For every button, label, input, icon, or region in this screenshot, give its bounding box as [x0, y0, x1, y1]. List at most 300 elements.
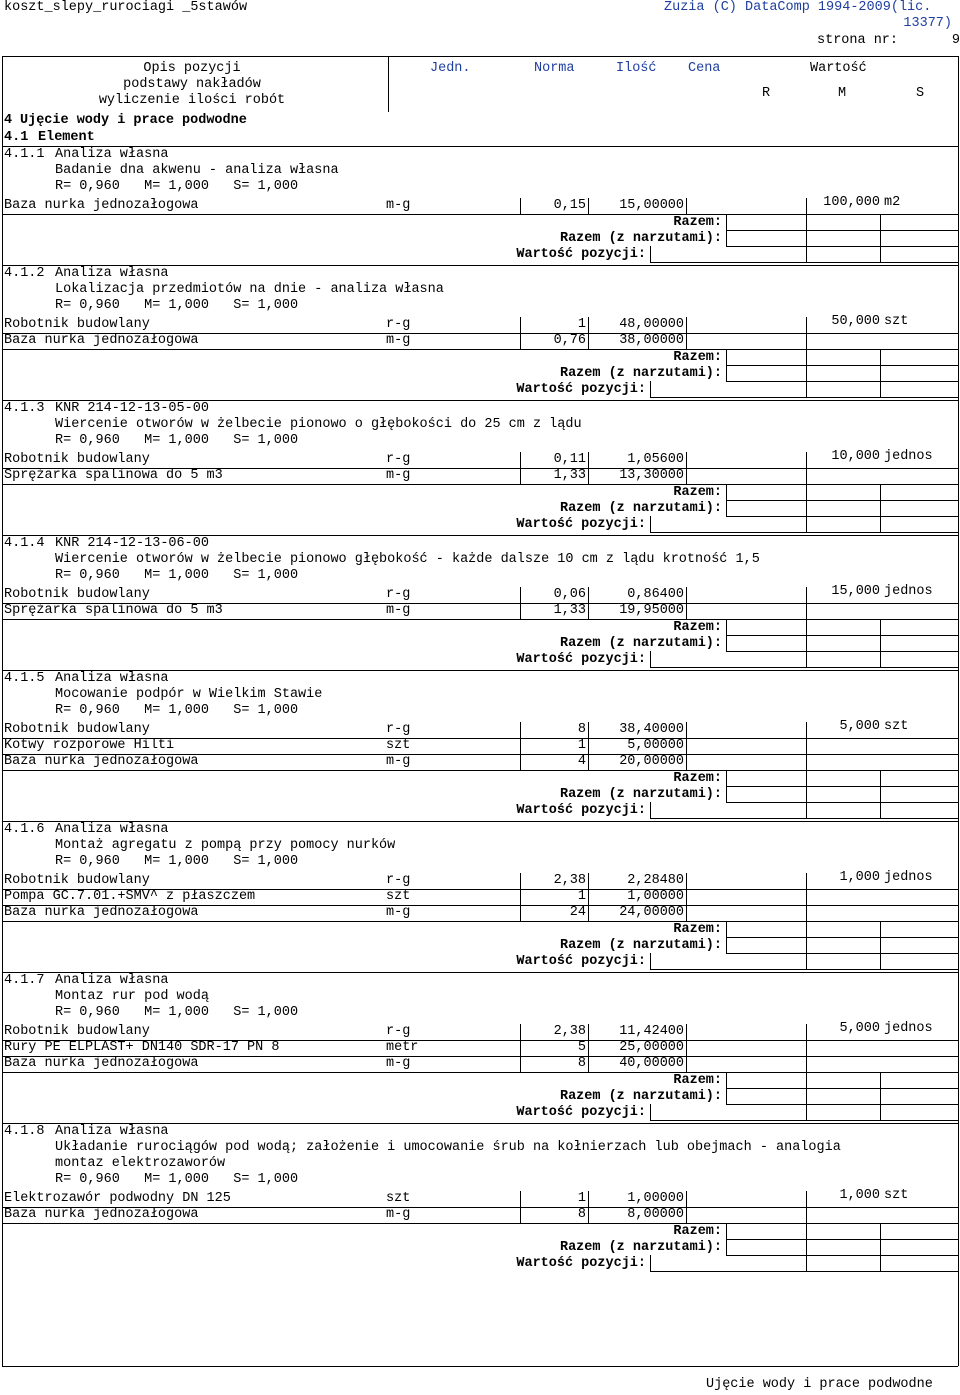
summary-m-divider	[880, 1088, 881, 1104]
summary-left-divider	[650, 1255, 651, 1271]
footer-text: Ujęcie wody i prace podwodne	[706, 1377, 933, 1392]
summary-row-line	[726, 786, 958, 787]
price-col-divider	[686, 1191, 687, 1207]
column-qty: Ilość	[616, 61, 657, 76]
resource-norm: 1	[577, 738, 586, 753]
resource-norm: 0,15	[553, 198, 586, 213]
resource-norm: 4	[577, 754, 586, 769]
position-source: Analiza własna	[55, 973, 169, 988]
resource-unit: r-g	[386, 722, 411, 737]
resource-quantity: 2,28480	[627, 873, 684, 888]
price-col-divider	[686, 468, 687, 484]
resource-name: Robotnik budowlany	[4, 452, 150, 467]
summary-r-divider	[806, 619, 807, 635]
position-description: Montaż agregatu z pompą przy pomocy nurków	[55, 838, 396, 853]
resource-name: Robotnik budowlany	[4, 722, 150, 737]
summary-row-line	[650, 397, 958, 398]
position-source: Analiza własna	[55, 822, 169, 837]
summary-left-divider	[726, 635, 727, 651]
summary-m-divider	[880, 381, 881, 397]
price-col-divider	[686, 738, 687, 754]
r-col-divider	[806, 317, 807, 333]
summary-r-divider	[806, 1223, 807, 1239]
table-left-border	[2, 56, 3, 1366]
price-col-divider	[686, 1024, 687, 1040]
position-coefficients: R= 0,960 M= 1,000 S= 1,000	[55, 1005, 299, 1020]
wartosc-pozycji-label: Wartość pozycji:	[516, 247, 646, 262]
norm-col-divider	[520, 873, 521, 889]
summary-left-divider	[726, 365, 727, 381]
element-title: Element	[38, 130, 95, 145]
razem-label: Razem:	[673, 350, 722, 365]
norm-col-divider	[520, 587, 521, 603]
r-col-divider	[806, 754, 807, 770]
summary-row-line	[726, 635, 958, 636]
qty-col-divider	[588, 198, 589, 214]
position-number: 4.1.7	[4, 973, 45, 988]
resource-name: Baza nurka jednozałogowa	[4, 1056, 199, 1071]
summary-left-divider	[726, 786, 727, 802]
summary-r-divider	[806, 1239, 807, 1255]
summary-r-divider	[806, 1104, 807, 1120]
resource-name: Baza nurka jednozałogowa	[4, 1207, 199, 1222]
resource-name: Baza nurka jednozałogowa	[4, 905, 199, 920]
resource-quantity: 38,00000	[619, 333, 684, 348]
razem-label: Razem:	[673, 620, 722, 635]
summary-m-divider	[880, 1072, 881, 1088]
qty-col-divider	[588, 722, 589, 738]
r-col-divider	[806, 738, 807, 754]
summary-row-line	[650, 818, 958, 819]
qty-col-divider	[588, 452, 589, 468]
qty-col-divider	[588, 333, 589, 349]
resource-name: Rury PE ELPLAST+ DN140 SDR-17 PN 8	[4, 1040, 280, 1055]
position-quantity: 100,000	[823, 195, 880, 210]
resource-norm: 1	[577, 889, 586, 904]
position-number: 4.1.6	[4, 822, 45, 837]
summary-r-divider	[806, 214, 807, 230]
razem-narzut-label: Razem (z narzutami):	[559, 1089, 722, 1104]
position-coefficients: R= 0,960 M= 1,000 S= 1,000	[55, 1172, 299, 1187]
position-quantity: 1,000	[839, 870, 880, 885]
column-norm: Norma	[534, 61, 575, 76]
r-col-divider	[806, 1040, 807, 1056]
summary-left-divider	[726, 500, 727, 516]
summary-left-divider	[726, 1088, 727, 1104]
resource-unit: metr	[386, 1040, 419, 1055]
resource-quantity: 48,00000	[619, 317, 684, 332]
norm-col-divider	[520, 603, 521, 619]
summary-m-divider	[880, 484, 881, 500]
norm-col-divider	[520, 1024, 521, 1040]
position-quantity: 5,000	[839, 1021, 880, 1036]
norm-col-divider	[520, 333, 521, 349]
summary-left-divider	[650, 802, 651, 818]
resource-unit: m-g	[386, 198, 411, 213]
qty-col-divider	[588, 889, 589, 905]
summary-left-divider	[726, 484, 727, 500]
position-number: 4.1.8	[4, 1124, 45, 1139]
summary-r-divider	[806, 1088, 807, 1104]
resource-norm: 0,76	[553, 333, 586, 348]
resource-unit: m-g	[386, 333, 411, 348]
resource-name: Sprężarka spalinowa do 5 m3	[4, 603, 223, 618]
price-col-divider	[686, 1207, 687, 1223]
resource-name: Baza nurka jednozałogowa	[4, 333, 199, 348]
position-quantity: 1,000	[839, 1188, 880, 1203]
resource-quantity: 5,00000	[627, 738, 684, 753]
column-m: M	[838, 86, 847, 101]
qty-col-divider	[588, 468, 589, 484]
summary-row-line	[650, 532, 958, 533]
position-description: Lokalizacja przedmiotów na dnie - analiza własna	[55, 282, 444, 297]
summary-r-divider	[806, 770, 807, 786]
r-col-divider	[806, 905, 807, 921]
razem-narzut-label: Razem (z narzutami):	[559, 787, 722, 802]
r-col-divider	[806, 468, 807, 484]
resource-name: Robotnik budowlany	[4, 317, 150, 332]
summary-row-line	[650, 667, 958, 668]
r-col-divider	[806, 333, 807, 349]
razem-label: Razem:	[673, 485, 722, 500]
copyright-text: Zuzia (C) DataComp 1994-2009(lic.	[664, 0, 932, 15]
summary-m-divider	[880, 770, 881, 786]
summary-r-divider	[806, 230, 807, 246]
position-coefficients: R= 0,960 M= 1,000 S= 1,000	[55, 568, 299, 583]
resource-name: Robotnik budowlany	[4, 587, 150, 602]
position-unit: szt	[884, 1188, 909, 1203]
resource-norm: 2,38	[553, 873, 586, 888]
resource-norm: 8	[577, 1207, 586, 1222]
resource-name: Pompa GC.7.01.+SMV^ z płaszczem	[4, 889, 256, 904]
summary-m-divider	[880, 1223, 881, 1239]
summary-left-divider	[726, 214, 727, 230]
resource-norm: 24	[569, 905, 586, 920]
price-col-divider	[686, 452, 687, 468]
resource-unit: m-g	[386, 1056, 411, 1071]
summary-row-line	[726, 365, 958, 366]
summary-r-divider	[806, 246, 807, 262]
position-description: Badanie dna akwenu - analiza własna	[55, 163, 339, 178]
resource-unit: r-g	[386, 873, 411, 888]
position-description: Montaz rur pod wodą	[55, 989, 209, 1004]
summary-row-line	[726, 1088, 958, 1089]
summary-row-line	[726, 246, 958, 247]
page-number-label: strona nr:	[817, 33, 899, 48]
resource-quantity: 0,86400	[627, 587, 684, 602]
summary-m-divider	[880, 365, 881, 381]
wartosc-pozycji-label: Wartość pozycji:	[516, 1105, 646, 1120]
resource-name: Kotwy rozporowe Hilti	[4, 738, 175, 753]
summary-left-divider	[726, 619, 727, 635]
wartosc-pozycji-label: Wartość pozycji:	[516, 382, 646, 397]
norm-col-divider	[520, 317, 521, 333]
summary-r-divider	[806, 500, 807, 516]
summary-left-divider	[650, 246, 651, 262]
resource-unit: szt	[386, 1191, 411, 1206]
page-number: 9	[951, 33, 960, 48]
table-bottom-border	[2, 1366, 958, 1367]
summary-m-divider	[880, 500, 881, 516]
resource-unit: r-g	[386, 1024, 411, 1039]
price-col-divider	[686, 1056, 687, 1072]
resource-quantity: 25,00000	[619, 1040, 684, 1055]
resource-name: Baza nurka jednozałogowa	[4, 754, 199, 769]
summary-left-divider	[726, 1072, 727, 1088]
qty-col-divider	[588, 1191, 589, 1207]
qty-col-divider	[588, 754, 589, 770]
position-coefficients: R= 0,960 M= 1,000 S= 1,000	[55, 433, 299, 448]
resource-unit: r-g	[386, 587, 411, 602]
position-coefficients: R= 0,960 M= 1,000 S= 1,000	[55, 179, 299, 194]
r-col-divider	[806, 1207, 807, 1223]
summary-m-divider	[880, 921, 881, 937]
razem-narzut-label: Razem (z narzutami):	[559, 938, 722, 953]
resource-norm: 5	[577, 1040, 586, 1055]
resource-unit: m-g	[386, 603, 411, 618]
norm-col-divider	[520, 1191, 521, 1207]
qty-col-divider	[588, 1040, 589, 1056]
price-col-divider	[686, 722, 687, 738]
norm-col-divider	[520, 1040, 521, 1056]
summary-row-line	[726, 1255, 958, 1256]
summary-row-line	[726, 500, 958, 501]
resource-quantity: 38,40000	[619, 722, 684, 737]
position-description: Wiercenie otworów w żelbecie pionowo o głębokości do 25 cm z lądu	[55, 417, 582, 432]
position-coefficients: R= 0,960 M= 1,000 S= 1,000	[55, 854, 299, 869]
resource-quantity: 11,42400	[619, 1024, 684, 1039]
table-right-border	[958, 56, 959, 1366]
resource-norm: 1	[577, 1191, 586, 1206]
summary-row-line	[650, 262, 958, 263]
r-col-divider	[806, 587, 807, 603]
summary-m-divider	[880, 635, 881, 651]
position-unit: szt	[884, 314, 909, 329]
position-unit: jednos	[884, 449, 933, 464]
summary-r-divider	[806, 1072, 807, 1088]
summary-row-line	[726, 1239, 958, 1240]
norm-col-divider	[520, 198, 521, 214]
position-unit: jednos	[884, 1021, 933, 1036]
summary-m-divider	[880, 230, 881, 246]
wartosc-pozycji-label: Wartość pozycji:	[516, 652, 646, 667]
position-source: KNR 214-12-13-05-00	[55, 401, 209, 416]
norm-col-divider	[520, 738, 521, 754]
position-source: Analiza własna	[55, 147, 169, 162]
qty-col-divider	[588, 873, 589, 889]
position-quantity: 10,000	[831, 449, 880, 464]
position-quantity: 5,000	[839, 719, 880, 734]
wartosc-pozycji-label: Wartość pozycji:	[516, 1256, 646, 1271]
summary-m-divider	[880, 937, 881, 953]
summary-r-divider	[806, 484, 807, 500]
element-number: 4.1	[4, 130, 29, 145]
resource-unit: r-g	[386, 317, 411, 332]
column-value: Wartość	[810, 61, 867, 76]
resource-quantity: 15,00000	[619, 198, 684, 213]
resource-quantity: 1,00000	[627, 1191, 684, 1206]
razem-label: Razem:	[673, 771, 722, 786]
price-col-divider	[686, 198, 687, 214]
summary-row-line	[726, 1104, 958, 1105]
summary-row-line	[726, 381, 958, 382]
chapter-number: 4	[4, 113, 13, 128]
position-unit: m2	[884, 195, 901, 210]
r-col-divider	[806, 873, 807, 889]
norm-col-divider	[520, 905, 521, 921]
resource-unit: m-g	[386, 1207, 411, 1222]
summary-r-divider	[806, 365, 807, 381]
column-r: R	[762, 86, 771, 101]
price-col-divider	[686, 603, 687, 619]
summary-m-divider	[880, 802, 881, 818]
resource-unit: m-g	[386, 754, 411, 769]
razem-narzut-label: Razem (z narzutami):	[559, 231, 722, 246]
resource-unit: m-g	[386, 468, 411, 483]
r-col-divider	[806, 198, 807, 214]
position-source: KNR 214-12-13-06-00	[55, 536, 209, 551]
r-col-divider	[806, 452, 807, 468]
summary-left-divider	[726, 1223, 727, 1239]
position-description: Układanie rurociągów pod wodą; założenie i umocowanie śrub na kołnierzach lub obejmach - analogia	[55, 1140, 841, 1155]
resource-name: Robotnik budowlany	[4, 1024, 150, 1039]
summary-left-divider	[726, 921, 727, 937]
summary-m-divider	[880, 786, 881, 802]
resource-quantity: 19,95000	[619, 603, 684, 618]
position-source: Analiza własna	[55, 671, 169, 686]
wartosc-pozycji-label: Wartość pozycji:	[516, 803, 646, 818]
qty-col-divider	[588, 1056, 589, 1072]
header-desc-divider	[388, 56, 389, 112]
summary-left-divider	[650, 953, 651, 969]
summary-m-divider	[880, 619, 881, 635]
norm-col-divider	[520, 722, 521, 738]
table-top-border	[2, 56, 958, 57]
summary-left-divider	[726, 937, 727, 953]
column-s: S	[916, 86, 925, 101]
summary-m-divider	[880, 1104, 881, 1120]
resource-norm: 8	[577, 722, 586, 737]
position-description: Mocowanie podpór w Wielkim Stawie	[55, 687, 323, 702]
summary-r-divider	[806, 802, 807, 818]
norm-col-divider	[520, 754, 521, 770]
resource-unit: m-g	[386, 905, 411, 920]
position-number: 4.1.1	[4, 147, 45, 162]
resource-quantity: 13,30000	[619, 468, 684, 483]
summary-m-divider	[880, 246, 881, 262]
summary-left-divider	[726, 230, 727, 246]
summary-left-divider	[650, 516, 651, 532]
price-col-divider	[686, 333, 687, 349]
position-coefficients: R= 0,960 M= 1,000 S= 1,000	[55, 298, 299, 313]
summary-left-divider	[650, 651, 651, 667]
razem-label: Razem:	[673, 215, 722, 230]
r-col-divider	[806, 1191, 807, 1207]
resource-unit: szt	[386, 889, 411, 904]
column-price: Cena	[688, 61, 721, 76]
summary-r-divider	[806, 786, 807, 802]
summary-m-divider	[880, 953, 881, 969]
qty-col-divider	[588, 587, 589, 603]
license-number: 13377)	[903, 16, 952, 31]
resource-quantity: 1,00000	[627, 889, 684, 904]
norm-col-divider	[520, 1056, 521, 1072]
column-desc-line2: podstawy nakładów	[123, 77, 261, 92]
summary-r-divider	[806, 516, 807, 532]
qty-col-divider	[588, 1024, 589, 1040]
razem-label: Razem:	[673, 1073, 722, 1088]
summary-m-divider	[880, 651, 881, 667]
summary-r-divider	[806, 635, 807, 651]
resource-name: Sprężarka spalinowa do 5 m3	[4, 468, 223, 483]
price-col-divider	[686, 317, 687, 333]
chapter-title: Ujęcie wody i prace podwodne	[20, 113, 247, 128]
resource-quantity: 8,00000	[627, 1207, 684, 1222]
price-col-divider	[686, 1040, 687, 1056]
r-col-divider	[806, 889, 807, 905]
position-quantity: 15,000	[831, 584, 880, 599]
column-desc-line1: Opis pozycji	[143, 61, 241, 76]
summary-r-divider	[806, 651, 807, 667]
resource-norm: 1	[577, 317, 586, 332]
position-number: 4.1.5	[4, 671, 45, 686]
column-unit: Jedn.	[430, 61, 471, 76]
qty-col-divider	[588, 738, 589, 754]
column-desc-line3: wyliczenie ilości robót	[98, 93, 286, 108]
position-unit: jednos	[884, 870, 933, 885]
norm-col-divider	[520, 1207, 521, 1223]
resource-name: Baza nurka jednozałogowa	[4, 198, 199, 213]
summary-r-divider	[806, 953, 807, 969]
summary-row-line	[726, 802, 958, 803]
position-source: Analiza własna	[55, 266, 169, 281]
position-number: 4.1.4	[4, 536, 45, 551]
summary-row-line	[650, 1271, 958, 1272]
resource-name: Robotnik budowlany	[4, 873, 150, 888]
resource-norm: 0,11	[553, 452, 586, 467]
resource-quantity: 24,00000	[619, 905, 684, 920]
razem-narzut-label: Razem (z narzutami):	[559, 636, 722, 651]
position-description: Wiercenie otworów w żelbecie pionowo głębokość - każde dalsze 10 cm z lądu krotność 1,5	[55, 552, 760, 567]
norm-col-divider	[520, 468, 521, 484]
summary-row-line	[726, 953, 958, 954]
resource-quantity: 20,00000	[619, 754, 684, 769]
position-coefficients: R= 0,960 M= 1,000 S= 1,000	[55, 703, 299, 718]
position-unit: szt	[884, 719, 909, 734]
resource-norm: 1,33	[553, 468, 586, 483]
wartosc-pozycji-label: Wartość pozycji:	[516, 954, 646, 969]
price-col-divider	[686, 873, 687, 889]
summary-left-divider	[726, 770, 727, 786]
summary-r-divider	[806, 349, 807, 365]
qty-col-divider	[588, 317, 589, 333]
summary-m-divider	[880, 214, 881, 230]
resource-norm: 2,38	[553, 1024, 586, 1039]
resource-norm: 0,06	[553, 587, 586, 602]
resource-quantity: 40,00000	[619, 1056, 684, 1071]
position-number: 4.1.3	[4, 401, 45, 416]
summary-row-line	[650, 969, 958, 970]
summary-row-line	[726, 230, 958, 231]
qty-col-divider	[588, 905, 589, 921]
position-description: montaz elektrozaworów	[55, 1156, 226, 1171]
resource-norm: 8	[577, 1056, 586, 1071]
summary-m-divider	[880, 516, 881, 532]
summary-row-line	[650, 1120, 958, 1121]
resource-unit: r-g	[386, 452, 411, 467]
r-col-divider	[806, 1024, 807, 1040]
summary-row-line	[726, 937, 958, 938]
